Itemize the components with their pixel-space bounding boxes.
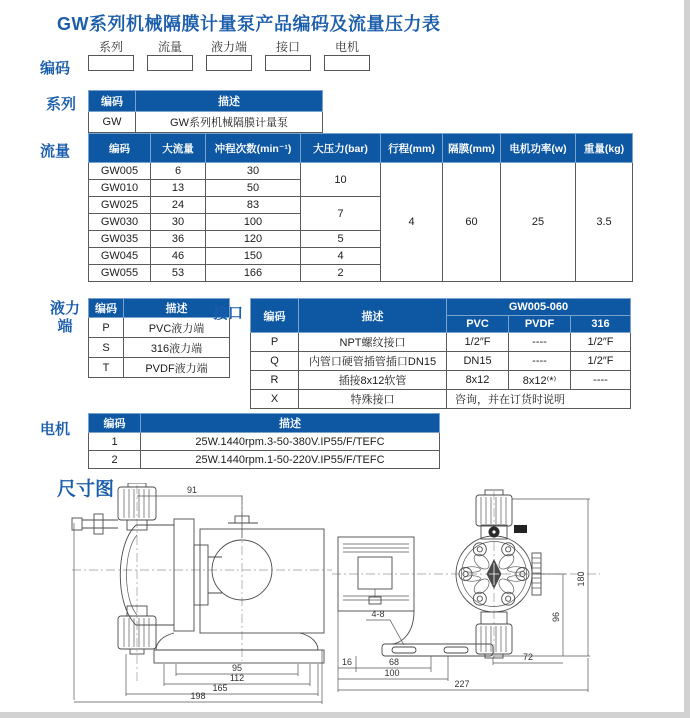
series-desc: GW系列机械隔膜计量泵 xyxy=(136,112,323,133)
series-code-box[interactable] xyxy=(88,55,134,71)
dim-112: 112 xyxy=(229,673,245,683)
strokes: 120 xyxy=(206,231,301,248)
strokes: 166 xyxy=(206,265,301,282)
pressure: 4 xyxy=(301,248,381,265)
pressure: 2 xyxy=(301,265,381,282)
coding-field-label: 接口 xyxy=(275,40,300,54)
coding-field-flow xyxy=(147,40,193,71)
strokes: 100 xyxy=(206,214,301,231)
coding-fields xyxy=(88,40,370,71)
coding-field-label: 系列 xyxy=(98,40,123,54)
liquid-end-desc: PVDF液力端 xyxy=(124,358,230,378)
dim-68: 68 xyxy=(388,657,400,667)
liquid-end-code: S xyxy=(89,338,124,358)
strokes: 83 xyxy=(206,197,301,214)
interface-pvc: 1/2″F xyxy=(447,333,509,352)
pressure-merged: 7 xyxy=(301,197,381,231)
dim-198: 198 xyxy=(190,691,206,701)
interface-code: X xyxy=(251,390,299,409)
interface-code: Q xyxy=(251,352,299,371)
col-header-pvc: PVC xyxy=(447,316,509,333)
interface-desc: 插接8x12软管 xyxy=(299,371,447,390)
pump-code: GW030 xyxy=(89,214,151,231)
pump-front-view-drawing xyxy=(328,487,628,712)
pressure: 5 xyxy=(301,231,381,248)
coding-field-label: 流量 xyxy=(157,40,182,54)
series-section-label: 系列 xyxy=(46,96,77,113)
max-flow: 53 xyxy=(151,265,206,282)
coding-field-motor xyxy=(324,40,370,71)
table-row xyxy=(251,333,631,352)
flow-section-label: 流量 xyxy=(40,143,71,160)
interface-section-label: 接口 xyxy=(213,305,244,322)
pump-side-view-drawing xyxy=(70,483,353,718)
pump-code: GW005 xyxy=(89,163,151,180)
col-header-strokes: 冲程次数(min⁻¹) xyxy=(206,134,301,163)
interface-desc: 内管口硬管插管插口DN15 xyxy=(299,352,447,371)
liquid-end-code-box[interactable] xyxy=(206,55,252,71)
pump-code: GW055 xyxy=(89,265,151,282)
col-header-desc: 描述 xyxy=(299,299,447,333)
dim-91: 91 xyxy=(186,485,198,495)
table-row xyxy=(251,390,631,409)
liquid-end-code: T xyxy=(89,358,124,378)
max-flow: 36 xyxy=(151,231,206,248)
series-table xyxy=(88,90,323,133)
coding-section-label: 编码 xyxy=(40,60,71,77)
pressure-merged: 10 xyxy=(301,163,381,197)
interface-table xyxy=(250,298,631,409)
strokes: 150 xyxy=(206,248,301,265)
dim-165: 165 xyxy=(212,683,228,693)
col-header-code: 编码 xyxy=(89,134,151,163)
col-header-code: 编码 xyxy=(89,91,136,112)
coding-field-series xyxy=(88,40,134,71)
table-row xyxy=(251,371,631,390)
col-header-max-flow: 大流量 xyxy=(151,134,206,163)
max-flow: 24 xyxy=(151,197,206,214)
coding-field-label: 电机 xyxy=(334,40,359,54)
motor-section-label: 电机 xyxy=(40,421,71,438)
motor-code: 2 xyxy=(89,451,141,469)
motor-code: 1 xyxy=(89,433,141,451)
liquid-end-desc: PVC液力端 xyxy=(124,318,230,338)
flow-code-box[interactable] xyxy=(147,55,193,71)
max-flow: 30 xyxy=(151,214,206,231)
interface-316: 1/2″F xyxy=(571,333,631,352)
col-header-code: 编码 xyxy=(89,299,124,318)
power-merged: 25 xyxy=(501,163,576,282)
col-header-pressure: 大压力(bar) xyxy=(301,134,381,163)
liquid-end-section-label: 液力端 xyxy=(49,300,80,335)
max-flow: 13 xyxy=(151,180,206,197)
col-header-diaphragm: 隔膜(mm) xyxy=(443,134,501,163)
pump-code: GW025 xyxy=(89,197,151,214)
pump-code: GW010 xyxy=(89,180,151,197)
liquid-end-code: P xyxy=(89,318,124,338)
liquid-end-table xyxy=(88,298,230,378)
motor-code-box[interactable] xyxy=(324,55,370,71)
interface-code-box[interactable] xyxy=(265,55,311,71)
col-header-code: 编码 xyxy=(251,299,299,333)
dimension-section-label: 尺寸图 xyxy=(57,479,115,500)
diaphragm-merged: 60 xyxy=(443,163,501,282)
coding-field-interface xyxy=(265,40,311,71)
dim-4-8: 4-8 xyxy=(371,609,385,619)
table-row xyxy=(251,352,631,371)
table-row xyxy=(89,163,633,180)
table-row xyxy=(89,451,440,469)
col-header-code: 编码 xyxy=(89,414,141,433)
motor-desc: 25W.1440rpm.3-50-380V.IP55/F/TEFC xyxy=(141,433,440,451)
interface-pvc: DN15 xyxy=(447,352,509,371)
col-header-stroke-mm: 行程(mm) xyxy=(381,134,443,163)
max-flow: 6 xyxy=(151,163,206,180)
liquid-end-desc: 316液力端 xyxy=(124,338,230,358)
interface-note: 咨询，并在订货时说明 xyxy=(447,390,631,409)
interface-code: P xyxy=(251,333,299,352)
weight-merged: 3.5 xyxy=(576,163,633,282)
strokes: 30 xyxy=(206,163,301,180)
dim-72: 72 xyxy=(522,652,534,662)
coding-field-liquid-end xyxy=(206,40,252,71)
dim-16: 16 xyxy=(341,657,353,667)
motor-desc: 25W.1440rpm.1-50-220V.IP55/F/TEFC xyxy=(141,451,440,469)
dim-100: 100 xyxy=(384,668,400,678)
page-bottom-edge xyxy=(0,712,690,718)
stroke-mm-merged: 4 xyxy=(381,163,443,282)
interface-pvdf: ---- xyxy=(509,352,571,371)
dim-95: 95 xyxy=(231,663,243,673)
interface-316: 1/2″F xyxy=(571,352,631,371)
coding-field-label: 液力端 xyxy=(210,40,247,54)
interface-pvc: 8x12 xyxy=(447,371,509,390)
col-header-weight: 重量(kg) xyxy=(576,134,633,163)
pump-code: GW045 xyxy=(89,248,151,265)
flow-table xyxy=(88,133,633,282)
strokes: 50 xyxy=(206,180,301,197)
motor-table xyxy=(88,413,440,469)
dim-227: 227 xyxy=(454,679,470,689)
col-header-pvdf: PVDF xyxy=(509,316,571,333)
col-header-power: 电机功率(w) xyxy=(501,134,576,163)
table-row xyxy=(89,112,323,133)
col-header-model-group: GW005-060 xyxy=(447,299,631,316)
dim-180: 180 xyxy=(576,571,586,587)
table-row xyxy=(89,358,230,378)
col-header-316: 316 xyxy=(571,316,631,333)
page-title: GW系列机械隔膜计量泵产品编码及流量压力表 xyxy=(57,14,441,34)
interface-desc: NPT螺纹接口 xyxy=(299,333,447,352)
interface-desc: 特殊接口 xyxy=(299,390,447,409)
col-header-desc: 描述 xyxy=(141,414,440,433)
table-row xyxy=(89,338,230,358)
max-flow: 46 xyxy=(151,248,206,265)
interface-pvdf: 8x12⁽*⁾ xyxy=(509,371,571,390)
series-code: GW xyxy=(89,112,136,133)
interface-code: R xyxy=(251,371,299,390)
page-right-edge xyxy=(684,0,690,718)
col-header-desc: 描述 xyxy=(136,91,323,112)
interface-316: ---- xyxy=(571,371,631,390)
col-header-desc: 描述 xyxy=(124,299,230,318)
dim-96: 96 xyxy=(551,611,561,623)
interface-pvdf: ---- xyxy=(509,333,571,352)
table-row xyxy=(89,433,440,451)
table-row xyxy=(89,318,230,338)
pump-code: GW035 xyxy=(89,231,151,248)
